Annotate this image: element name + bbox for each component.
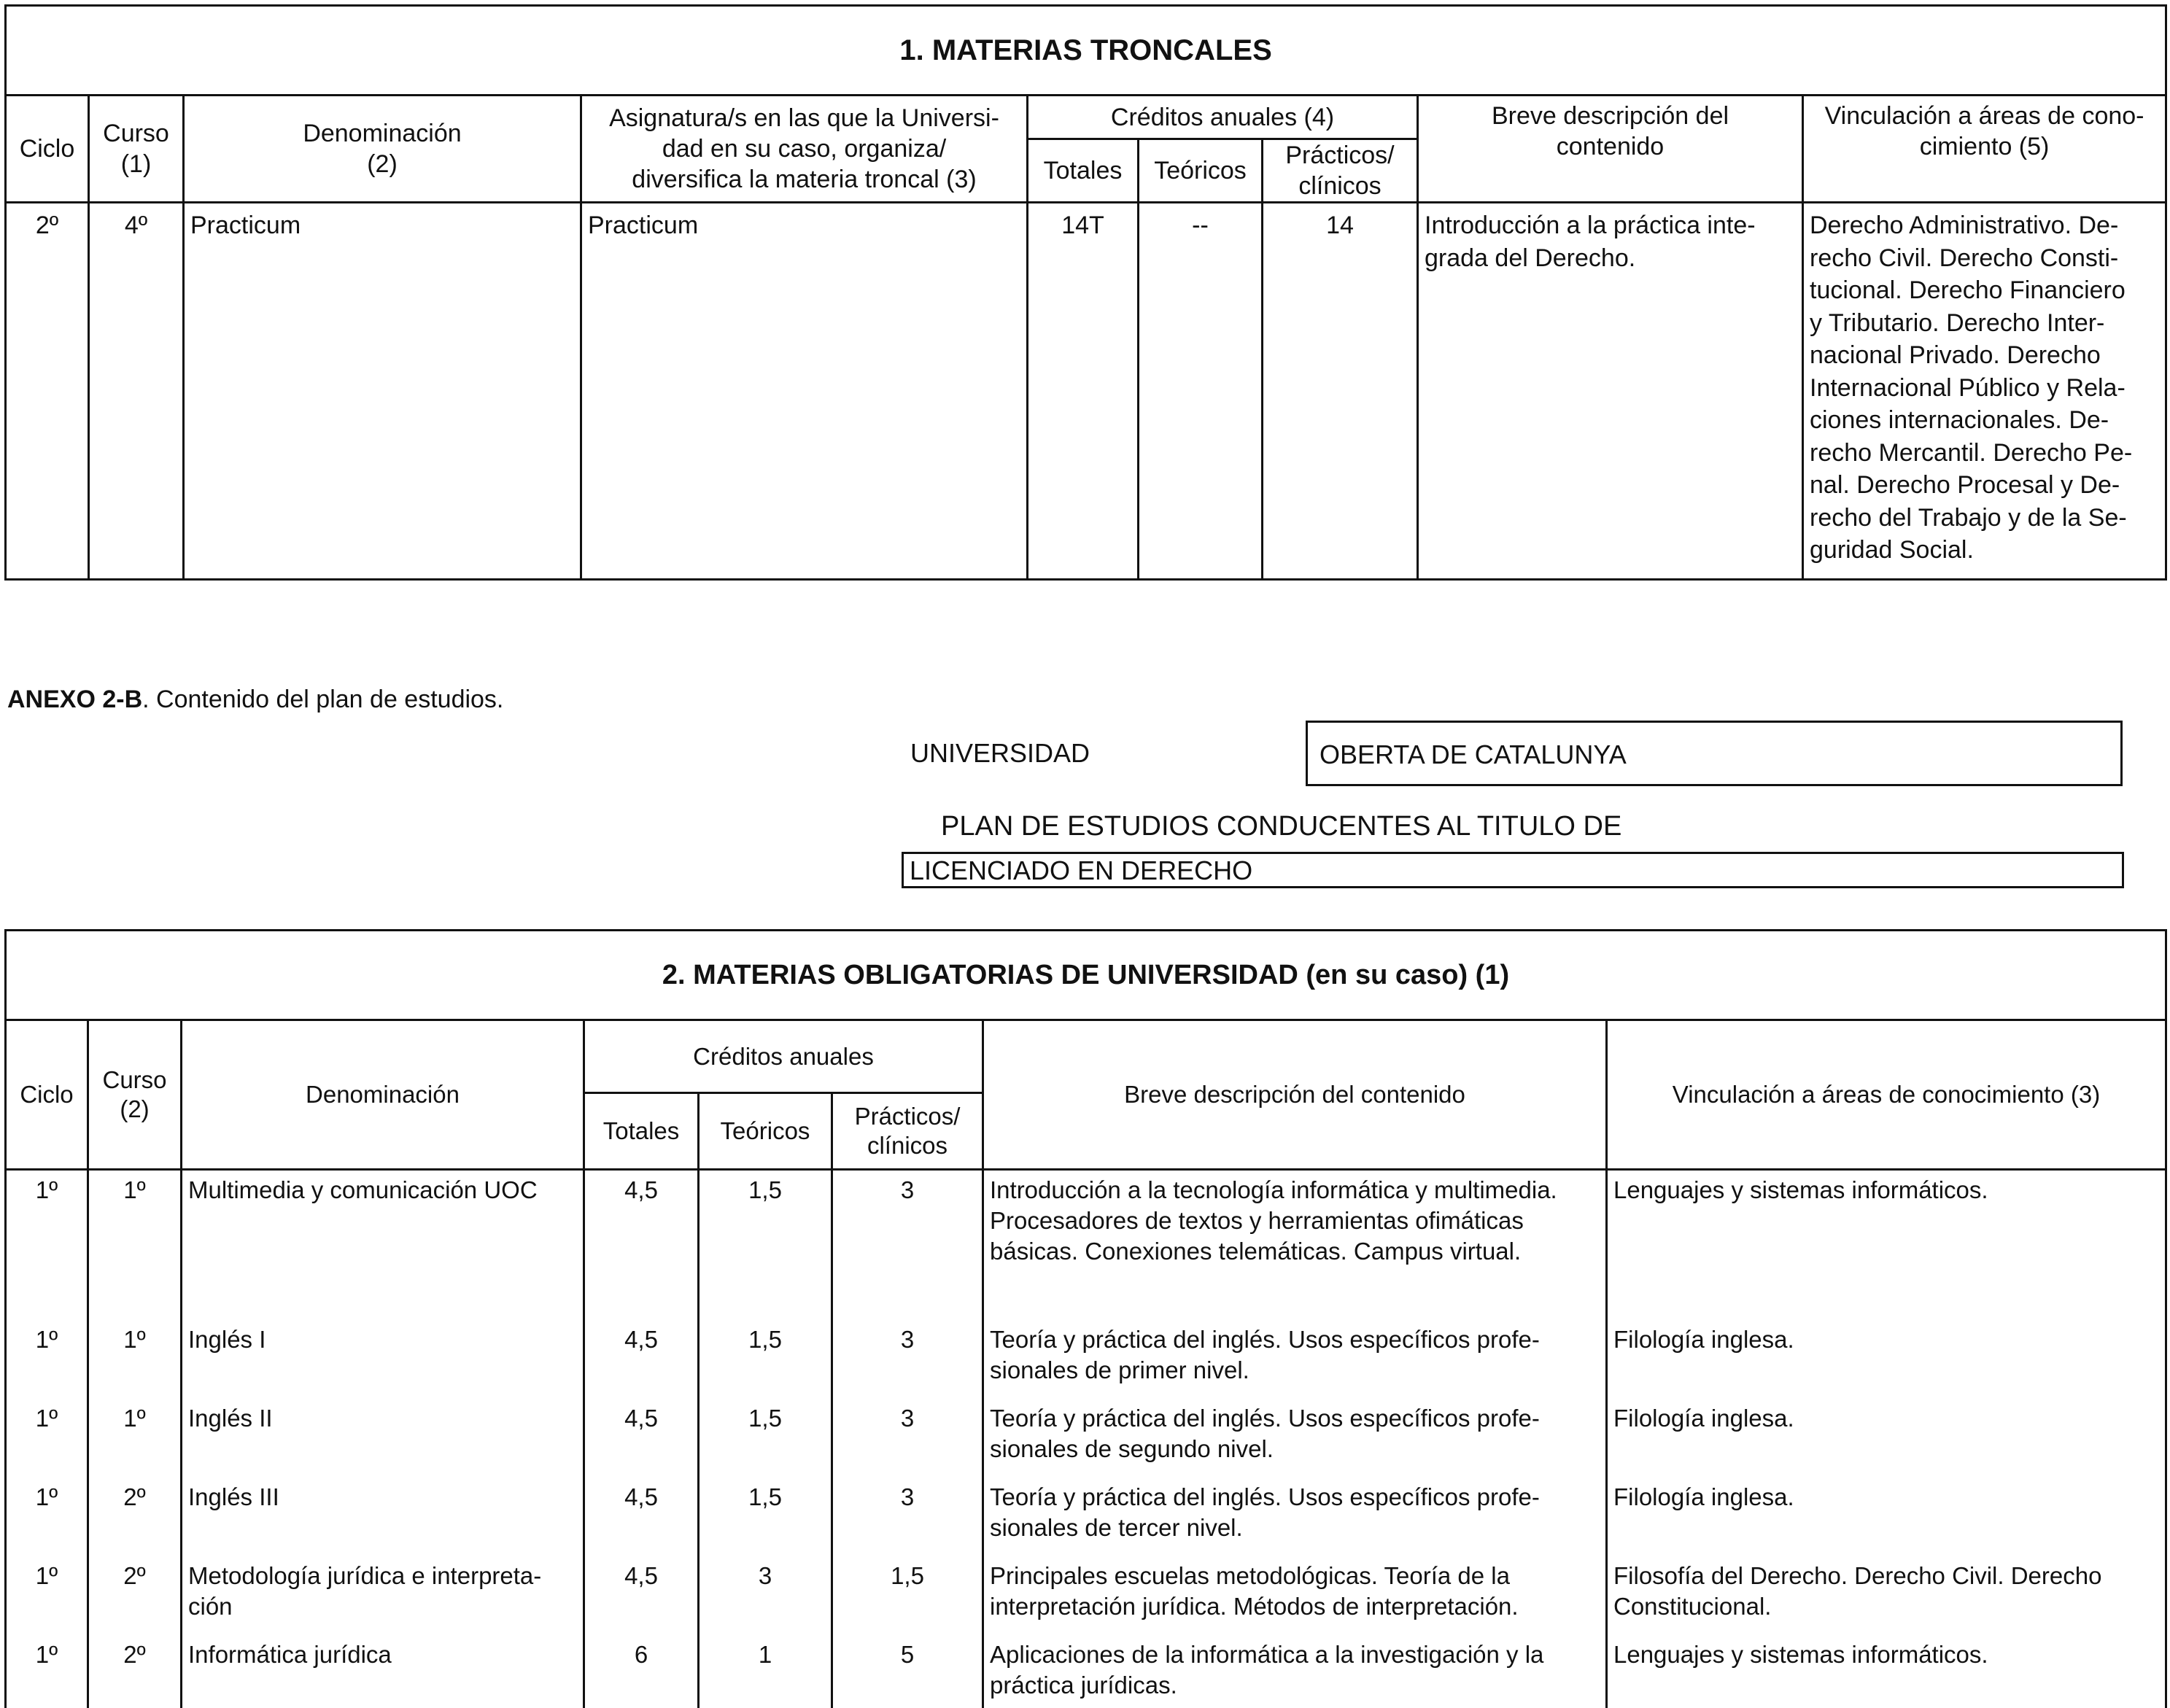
table-row bbox=[6, 203, 2166, 580]
materias-troncales-table bbox=[4, 4, 2167, 581]
cell-descripcion: Aplicaciones de la informática a la investigación y la práctica jurídicas. bbox=[983, 1635, 1607, 1708]
universidad-value: OBERTA DE CATALUNYA bbox=[1306, 721, 2123, 786]
table2-title: 2. MATERIAS OBLIGATORIAS DE UNIVERSIDAD (en su caso) (1) bbox=[6, 931, 2166, 1020]
cell-asignatura: Practicum bbox=[581, 203, 1028, 580]
header-descripcion: Breve descripción del contenido bbox=[983, 1020, 1607, 1170]
cell-ciclo: 1º bbox=[6, 1478, 88, 1556]
cell-descripcion: Teoría y práctica del inglés. Usos específicos profe- sionales de tercer nivel. bbox=[983, 1478, 1607, 1556]
table-row bbox=[6, 1635, 2166, 1708]
cell-ciclo: 1º bbox=[6, 1556, 88, 1635]
cell-teoricos: 1,5 bbox=[699, 1320, 832, 1399]
cell-ciclo: 1º bbox=[6, 1320, 88, 1399]
cell-descripcion: Principales escuelas metodológicas. Teoría de la interpretación jurídica. Métodos de interpretación. bbox=[983, 1556, 1607, 1635]
table-row bbox=[6, 1320, 2166, 1399]
table-row bbox=[6, 1556, 2166, 1635]
cell-teoricos: 3 bbox=[699, 1556, 832, 1635]
cell-denominacion: Multimedia y comunicación UOC bbox=[182, 1170, 584, 1320]
universidad-label: UNIVERSIDAD bbox=[910, 738, 1090, 768]
anexo-rest: . Contenido del plan de estudios. bbox=[142, 686, 504, 713]
cell-vinculacion: Lenguajes y sistemas informáticos. bbox=[1607, 1635, 2166, 1708]
header-practicos: Prácticos/ clínicos bbox=[832, 1093, 983, 1170]
header-denominacion: Denominación (2) bbox=[184, 96, 581, 203]
cell-curso: 2º bbox=[88, 1478, 182, 1556]
cell-vinculacion: Filología inglesa. bbox=[1607, 1320, 2166, 1399]
cell-vinculacion: Filosofía del Derecho. Derecho Civil. Derecho Constitucional. bbox=[1607, 1556, 2166, 1635]
table-row bbox=[6, 1399, 2166, 1478]
cell-denominacion: Inglés II bbox=[182, 1399, 584, 1478]
cell-curso: 2º bbox=[88, 1635, 182, 1708]
header-ciclo: Ciclo bbox=[6, 96, 89, 203]
cell-vinculacion: Filología inglesa. bbox=[1607, 1478, 2166, 1556]
cell-descripcion: Teoría y práctica del inglés. Usos específicos profe- sionales de segundo nivel. bbox=[983, 1399, 1607, 1478]
cell-teoricos: 1,5 bbox=[699, 1399, 832, 1478]
table1-title: 1. MATERIAS TRONCALES bbox=[6, 6, 2166, 96]
header-totales: Totales bbox=[584, 1093, 699, 1170]
cell-curso: 1º bbox=[88, 1399, 182, 1478]
cell-vinculacion: Filología inglesa. bbox=[1607, 1399, 2166, 1478]
header-asignatura: Asignatura/s en las que la Universi- dad en su caso, organiza/ diversifica la materia troncal (3) bbox=[581, 96, 1028, 203]
cell-curso: 4º bbox=[89, 203, 184, 580]
header-denominacion: Denominación bbox=[182, 1020, 584, 1170]
cell-curso: 1º bbox=[88, 1320, 182, 1399]
cell-denominacion: Practicum bbox=[184, 203, 581, 580]
cell-practicos: 14 bbox=[1263, 203, 1418, 580]
cell-totales: 4,5 bbox=[584, 1399, 699, 1478]
cell-totales: 14T bbox=[1028, 203, 1139, 580]
cell-ciclo: 1º bbox=[6, 1399, 88, 1478]
cell-practicos: 3 bbox=[832, 1170, 983, 1320]
header-curso: Curso (1) bbox=[89, 96, 184, 203]
cell-totales: 4,5 bbox=[584, 1556, 699, 1635]
table-row bbox=[6, 1170, 2166, 1320]
cell-denominacion: Informática jurídica bbox=[182, 1635, 584, 1708]
cell-practicos: 3 bbox=[832, 1399, 983, 1478]
cell-ciclo: 1º bbox=[6, 1635, 88, 1708]
header-practicos: Prácticos/ clínicos bbox=[1263, 139, 1418, 203]
cell-practicos: 3 bbox=[832, 1320, 983, 1399]
header-creditos: Créditos anuales (4) bbox=[1028, 96, 1418, 139]
cell-curso: 2º bbox=[88, 1556, 182, 1635]
cell-totales: 6 bbox=[584, 1635, 699, 1708]
titulo-value: LICENCIADO EN DERECHO bbox=[902, 852, 2124, 888]
cell-practicos: 3 bbox=[832, 1478, 983, 1556]
cell-descripcion: Introducción a la tecnología informática y multimedia. Procesadores de textos y herramientas ofimáticas básicas. Conexiones telemáticas. Campus virtual. bbox=[983, 1170, 1607, 1320]
cell-vinculacion: Lenguajes y sistemas informáticos. bbox=[1607, 1170, 2166, 1320]
cell-curso: 1º bbox=[88, 1170, 182, 1320]
cell-practicos: 1,5 bbox=[832, 1556, 983, 1635]
cell-totales: 4,5 bbox=[584, 1320, 699, 1399]
table-row bbox=[6, 1478, 2166, 1556]
anexo-bold: ANEXO 2-B bbox=[7, 686, 143, 713]
materias-obligatorias-table bbox=[4, 929, 2167, 1708]
header-curso: Curso (2) bbox=[88, 1020, 182, 1170]
header-vinculacion: Vinculación a áreas de conocimiento (3) bbox=[1607, 1020, 2166, 1170]
cell-teoricos: 1 bbox=[699, 1635, 832, 1708]
cell-denominacion: Inglés III bbox=[182, 1478, 584, 1556]
cell-ciclo: 1º bbox=[6, 1170, 88, 1320]
header-totales: Totales bbox=[1028, 139, 1139, 203]
header-vinculacion: Vinculación a áreas de cono- cimiento (5) bbox=[1803, 96, 2166, 203]
cell-teoricos: 1,5 bbox=[699, 1478, 832, 1556]
anexo-heading bbox=[7, 686, 503, 714]
cell-descripcion: Teoría y práctica del inglés. Usos específicos profe- sionales de primer nivel. bbox=[983, 1320, 1607, 1399]
cell-vinculacion: Derecho Administrativo. De- recho Civil. Derecho Consti- tucional. Derecho Financiero y Tributario. Derecho Inter- nacional Privado. Derecho Internacional Público y Rela- ciones internacionales. De- recho Mercantil. Derecho Pe- nal. Derecho Procesal y De- recho del Trabajo y de la Se- guridad Social. bbox=[1803, 203, 2166, 580]
plan-label: PLAN DE ESTUDIOS CONDUCENTES AL TITULO DE bbox=[941, 811, 1622, 842]
cell-teoricos: 1,5 bbox=[699, 1170, 832, 1320]
header-teoricos: Teóricos bbox=[699, 1093, 832, 1170]
cell-totales: 4,5 bbox=[584, 1478, 699, 1556]
cell-totales: 4,5 bbox=[584, 1170, 699, 1320]
cell-practicos: 5 bbox=[832, 1635, 983, 1708]
header-ciclo: Ciclo bbox=[6, 1020, 88, 1170]
header-descripcion: Breve descripción del contenido bbox=[1418, 96, 1803, 203]
header-teoricos: Teóricos bbox=[1139, 139, 1263, 203]
cell-descripcion: Introducción a la práctica inte- grada del Derecho. bbox=[1418, 203, 1803, 580]
cell-denominacion: Metodología jurídica e interpreta- ción bbox=[182, 1556, 584, 1635]
header-creditos: Créditos anuales bbox=[584, 1020, 983, 1093]
cell-denominacion: Inglés I bbox=[182, 1320, 584, 1399]
cell-ciclo: 2º bbox=[6, 203, 89, 580]
cell-teoricos: -- bbox=[1139, 203, 1263, 580]
